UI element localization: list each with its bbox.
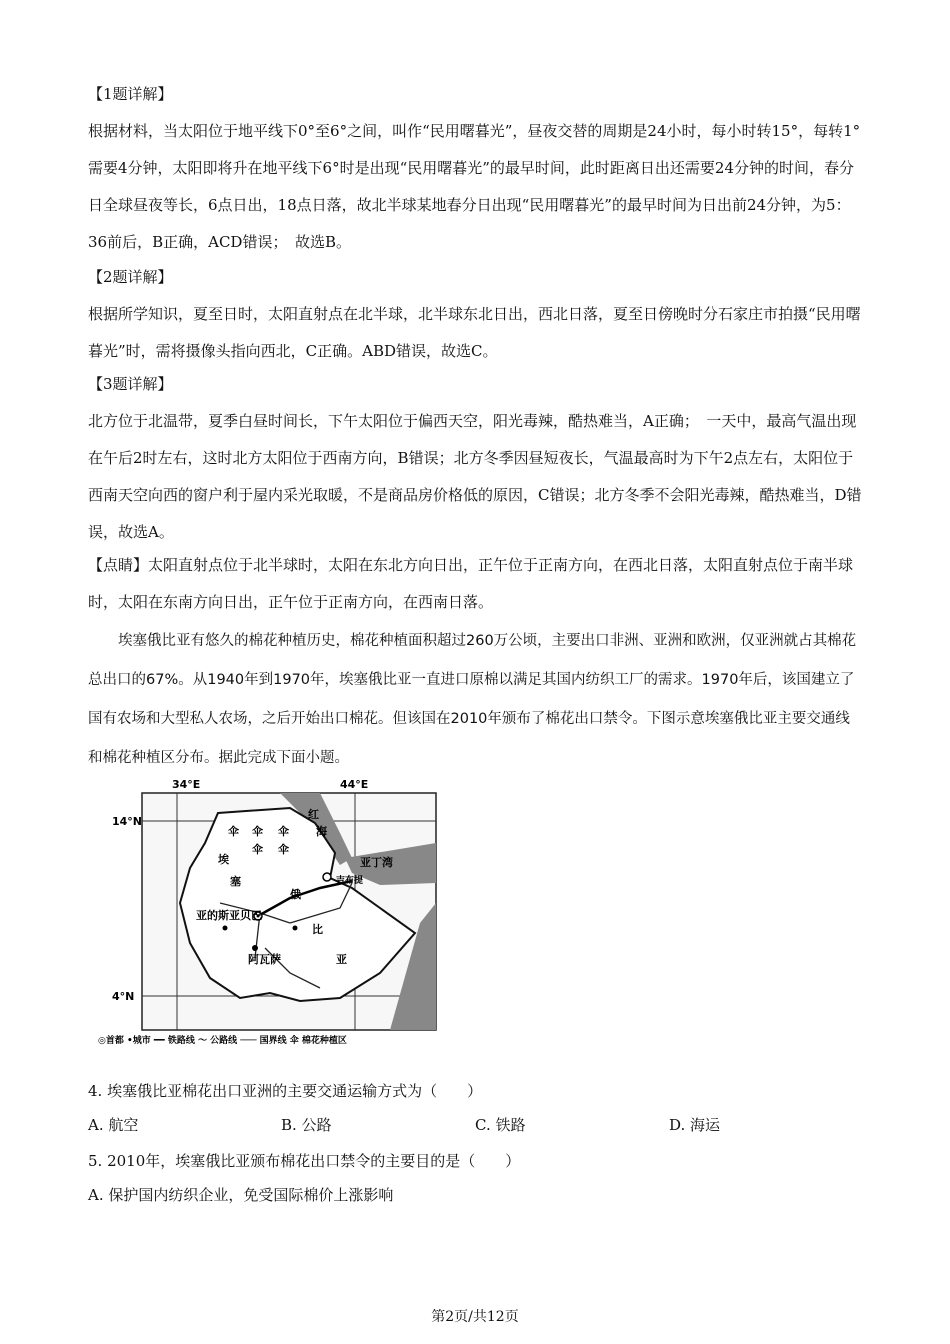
cotton-1: 伞 bbox=[228, 825, 239, 838]
section-1-text: 根据材料，当太阳位于地平线下0°至6°之间，叫作“民用曙暮光”，昼夜交替的周期是24小时，每小时转15°，每转1°需要4分钟，太阳即将升在地平线下6°时是出现“民用曙暮光”的最早时间，此时距离日出还需要24分钟的时间，春分日全球昼夜等长，6点日出，18点日落，故北半球某地春分日出现“民用曙暮光”的最早时间为日出前24分钟，为5：36前后，B正确，ACD错误； 故选B。 bbox=[88, 122, 861, 251]
dianjing bbox=[88, 547, 864, 621]
lat-label-14: 14°N bbox=[112, 815, 143, 828]
red-sea-label-1: 红 bbox=[308, 808, 319, 821]
question-5-stem: 5. 2010年，埃塞俄比亚颁布棉花出口禁令的主要目的是（ ） bbox=[88, 1152, 521, 1170]
section-1 bbox=[88, 76, 864, 261]
q5-option-a[interactable]: A. 保护国内纺织企业，免受国际棉价上涨影响 bbox=[88, 1186, 394, 1204]
town-marker-1 bbox=[223, 926, 228, 931]
section-2 bbox=[88, 259, 864, 370]
djibouti-marker bbox=[323, 873, 331, 881]
city-label: 阿瓦萨 bbox=[248, 953, 281, 966]
country-char-5: 亚 bbox=[336, 953, 347, 966]
section-3-heading: 【3题详解】 bbox=[88, 375, 173, 393]
section-3-text: 北方位于北温带，夏季白昼时间长，下午太阳位于偏西天空，阳光毒辣，酷热难当，A正确； 一天中，最高气温出现在午后2时左右，这时北方太阳位于西南方向，B错误；北方冬季因昼短夜长，气温最高时为下午2点左右，太阳位于西南天空向西的窗户利于屋内采光取暖，不是商品房价格低的原因，C错误；北方冬季不会阳光毒辣，酷热难当，D错误，故选A。 bbox=[88, 412, 862, 541]
q4-option-d[interactable]: D. 海运 bbox=[669, 1116, 721, 1134]
cotton-4: 伞 bbox=[252, 843, 263, 856]
q4-option-a[interactable]: A. 航空 bbox=[88, 1116, 139, 1134]
question-4-stem: 4. 埃塞俄比亚棉花出口亚洲的主要交通运输方式为（ ） bbox=[88, 1082, 483, 1100]
dianjing-text: 太阳直射点位于北半球时，太阳在东北方向日出，正午位于正南方向，在西北日落，太阳直射点位于南半球时，太阳在东南方向日出，正午位于正南方向，在西南日落。 bbox=[88, 556, 854, 611]
capital-label: 亚的斯亚贝巴 bbox=[196, 909, 262, 922]
lat-label-4: 4°N bbox=[112, 990, 135, 1003]
cotton-3: 伞 bbox=[278, 825, 289, 838]
dianjing-label: 【点睛】 bbox=[88, 556, 149, 574]
section-3 bbox=[88, 366, 864, 551]
lon-label-44: 44°E bbox=[340, 778, 369, 791]
q4-option-b[interactable]: B. 公路 bbox=[281, 1116, 332, 1134]
section-2-text: 根据所学知识，夏至日时，太阳直射点在北半球，北半球东北日出，西北日落，夏至日傍晚时分石家庄市拍摄“民用曙暮光”时，需将摄像头指向西北，C正确。ABD错误，故选C。 bbox=[88, 305, 861, 360]
gulf-label: 亚丁湾 bbox=[360, 856, 393, 869]
lon-label-34: 34°E bbox=[172, 778, 201, 791]
djibouti-label: 吉布提 bbox=[336, 876, 364, 886]
q4-option-c[interactable]: C. 铁路 bbox=[475, 1116, 526, 1134]
country-char-3: 俄 bbox=[290, 888, 301, 901]
country-char-4: 比 bbox=[312, 923, 323, 936]
country-char-1: 埃 bbox=[218, 853, 229, 866]
cotton-2: 伞 bbox=[252, 825, 263, 838]
map-legend: ◎首都 •城市 ━━ 铁路线 ～ 公路线 ─── 国界线 伞 棉花种植区 bbox=[98, 1036, 347, 1046]
city-marker bbox=[252, 945, 258, 951]
country-char-2: 塞 bbox=[230, 875, 241, 888]
map-svg bbox=[90, 773, 448, 1047]
page-footer: 第2页/共12页 bbox=[431, 1309, 519, 1325]
town-marker-2 bbox=[293, 926, 298, 931]
section-1-heading: 【1题详解】 bbox=[88, 85, 173, 103]
material-text: 埃塞俄比亚有悠久的棉花种植历史，棉花种植面积超过260万公顷，主要出口非洲、亚洲和欧洲，仅亚洲就占其棉花总出口的67%。从1940年到1970年，埃塞俄比亚一直进口原棉以满足其国内纺织工厂的需求。1970年后，该国建立了国有农场和大型私人农场，之后开始出口棉花。但该国在2010年颁布了棉花出口禁令。下图示意埃塞俄比亚主要交通线和棉花种植区分布。据此完成下面小题。 bbox=[88, 633, 857, 766]
section-2-heading: 【2题详解】 bbox=[88, 268, 173, 286]
red-sea-label-2: 海 bbox=[316, 825, 327, 838]
ethiopia-map bbox=[90, 773, 448, 1047]
cotton-5: 伞 bbox=[278, 843, 289, 856]
